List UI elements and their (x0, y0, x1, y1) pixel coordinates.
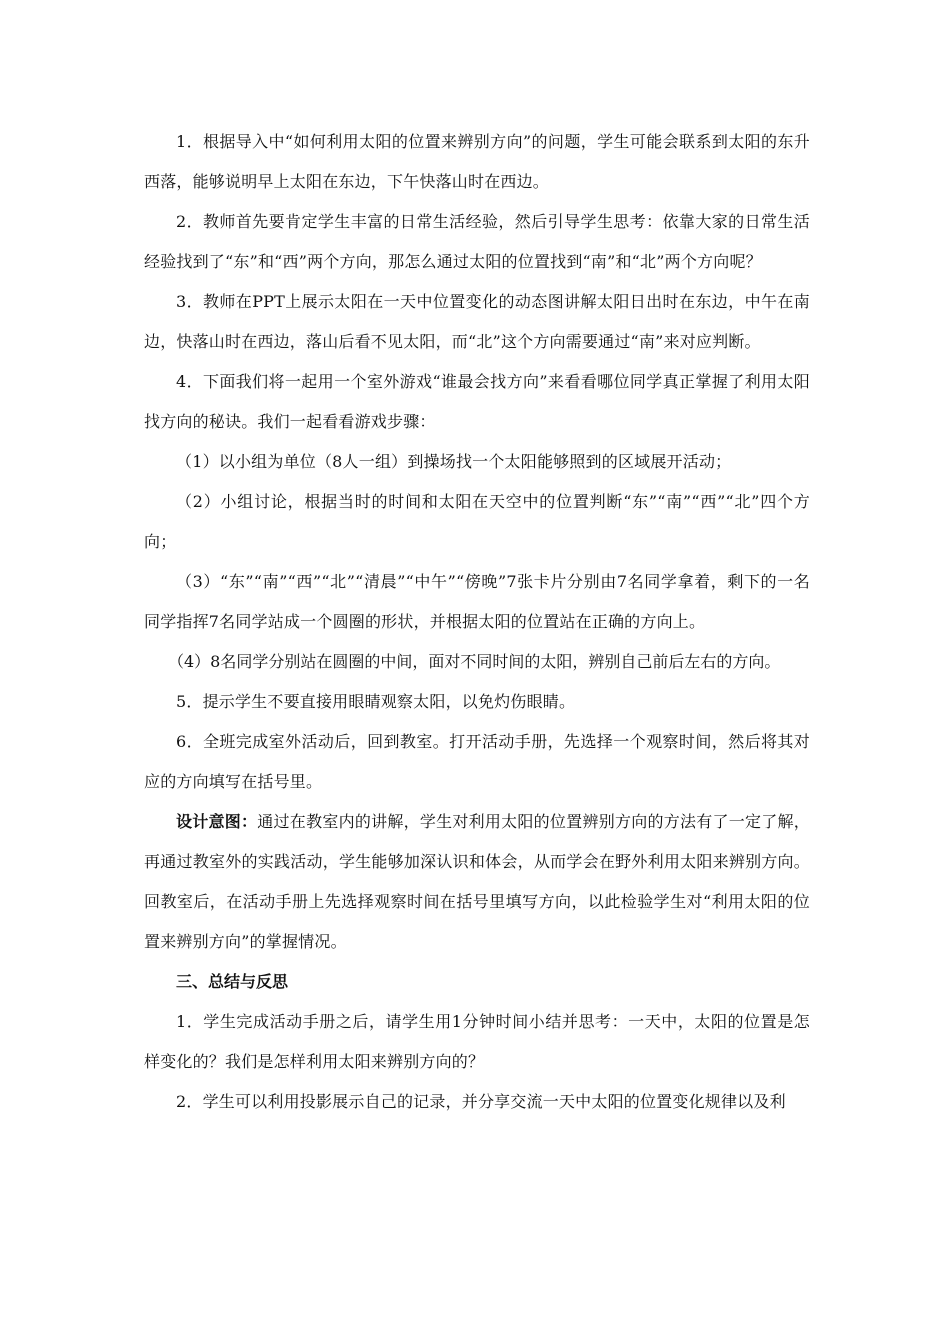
paragraph-3: 3．教师在PPT上展示太阳在一天中位置变化的动态图讲解太阳日出时在东边，中午在南边，快落山时在西边，落山后看不见太阳，而“北”这个方向需要通过“南”来对应判断。 (144, 292, 810, 351)
summary-paragraph-2: 2．学生可以利用投影展示自己的记录，并分享交流一天中太阳的位置变化规律以及利 (176, 1092, 786, 1111)
game-step-1: （1）以小组为单位（8人一组）到操场找一个太阳能够照到的区域展开活动； (176, 452, 732, 471)
paragraph-5: 5．提示学生不要直接用眼睛观察太阳，以免灼伤眼睛。 (176, 692, 576, 711)
summary-paragraph-1: 1．学生完成活动手册之后，请学生用1分钟时间小结并思考：一天中，太阳的位置是怎样变化的？我们是怎样利用太阳来辨别方向的？ (144, 1012, 810, 1071)
design-intent (144, 802, 810, 962)
paragraph-1: 1．根据导入中“如何利用太阳的位置来辨别方向”的问题，学生可能会联系到太阳的东升西落，能够说明早上太阳在东边，下午快落山时在西边。 (144, 132, 810, 191)
game-step-3: （3）“东”“南”“西”“北”“清晨”“中午”“傍晚”7张卡片分别由7名同学拿着，剩下的一名同学指挥7名同学站成一个圆圈的形状，并根据太阳的位置站在正确的方向上。 (144, 572, 810, 631)
game-step-2: （2）小组讨论，根据当时的时间和太阳在天空中的位置判断“东”“南”“西”“北”四个方向； (144, 492, 810, 551)
document-body (144, 122, 810, 1122)
paragraph-2: 2．教师首先要肯定学生丰富的日常生活经验，然后引导学生思考：依靠大家的日常生活经验找到了“东”和“西”两个方向，那怎么通过太阳的位置找到“南”和“北”两个方向呢？ (144, 212, 810, 271)
paragraph-4: 4．下面我们将一起用一个室外游戏“谁最会找方向”来看看哪位同学真正掌握了利用太阳找方向的秘诀。我们一起看看游戏步骤： (144, 372, 810, 431)
design-intent-text: 通过在教室内的讲解，学生对利用太阳的位置辨别方向的方法有了一定了解，再通过教室外的实践活动，学生能够加深认识和体会，从而学会在野外利用太阳来辨别方向。回教室后，在活动手册上先选择观察时间在括号里填写方向，以此检验学生对“利用太阳的位置来辨别方向”的掌握情况。 (144, 812, 810, 951)
paragraph-6: 6．全班完成室外活动后，回到教室。打开活动手册，先选择一个观察时间，然后将其对应的方向填写在括号里。 (144, 732, 810, 791)
design-intent-label: 设计意图： (176, 812, 258, 831)
game-step-4: （4）8名同学分别站在圆圈的中间，面对不同时间的太阳，辨别自己前后左右的方向。 (168, 652, 781, 671)
section-heading: 三、总结与反思 (176, 972, 289, 991)
